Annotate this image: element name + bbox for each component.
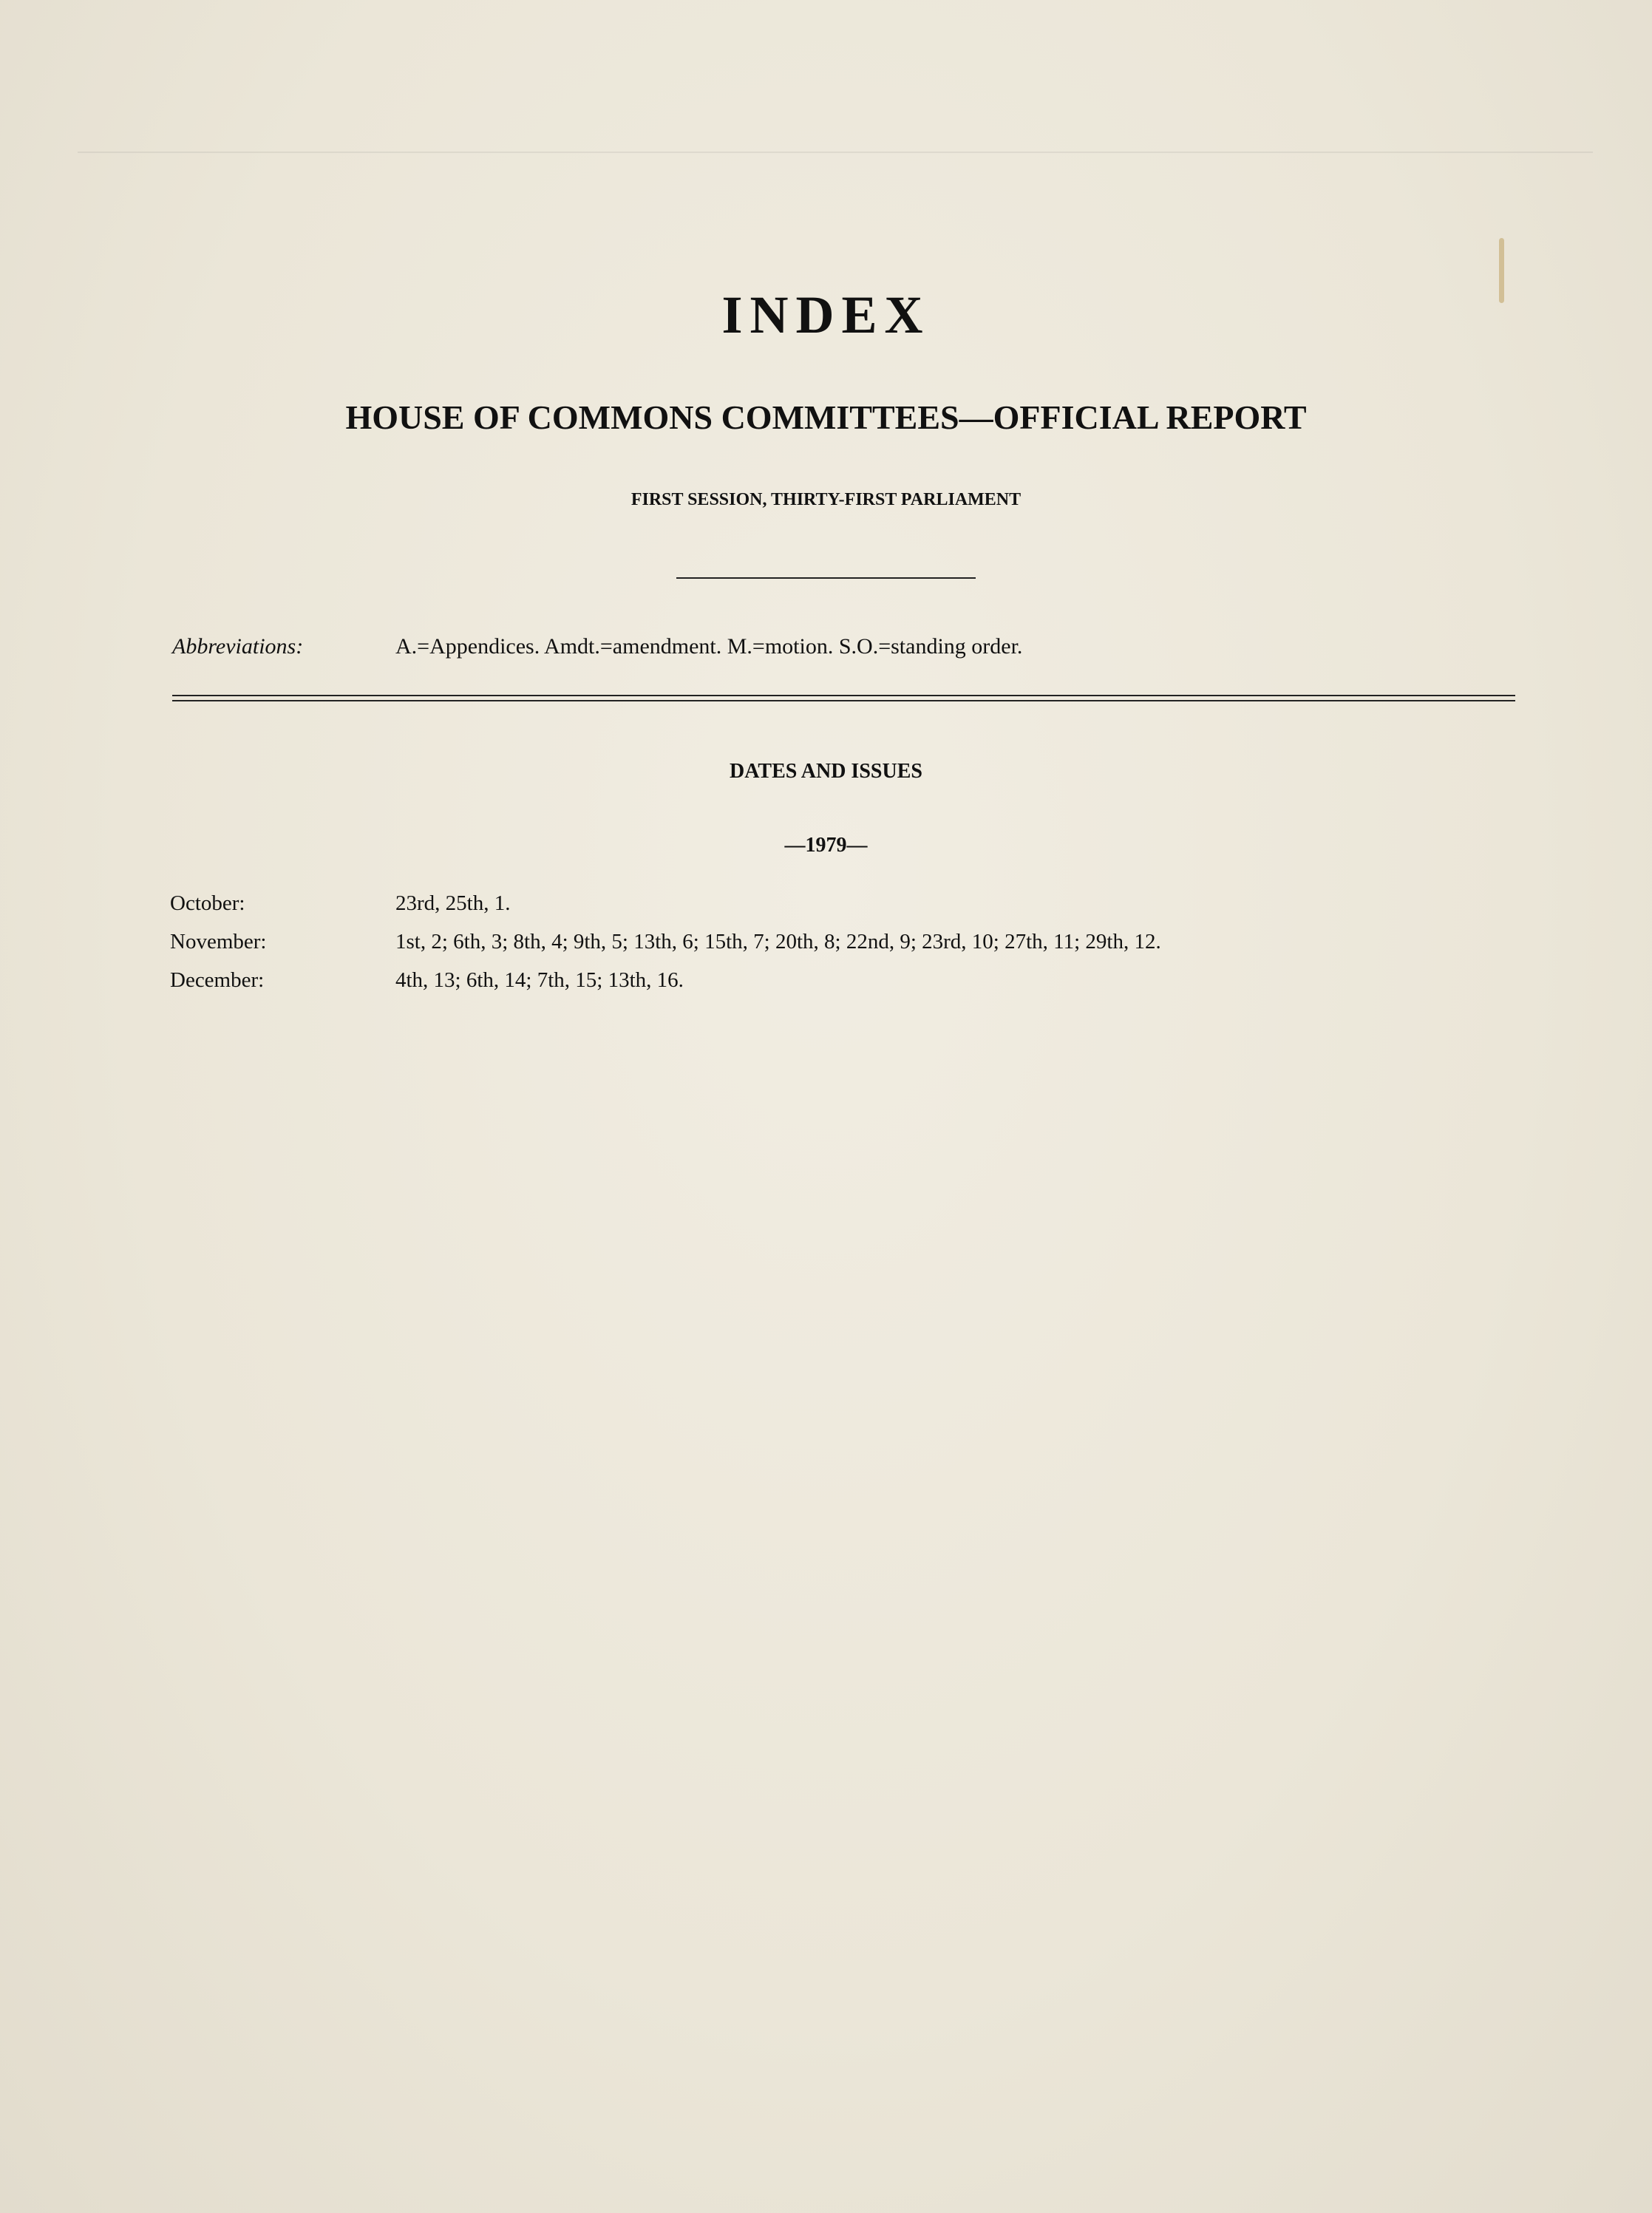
month-row-december	[170, 961, 1161, 999]
month-list	[170, 884, 1161, 999]
abbreviations-text: A.=Appendices. Amdt.=amendment. M.=motion. S.O.=standing order.	[395, 634, 1023, 659]
abbreviations-label: Abbreviations:	[172, 634, 304, 659]
year-label: —1979—	[784, 834, 868, 857]
double-divider	[172, 695, 1515, 701]
divider	[676, 577, 976, 579]
page-title: INDEX	[721, 285, 931, 344]
abbreviations-line	[172, 634, 1022, 659]
dates-heading: DATES AND ISSUES	[730, 760, 922, 783]
month-row-october	[170, 884, 1161, 922]
report-subtitle: HOUSE OF COMMONS COMMITTEES—OFFICIAL REPORT	[345, 398, 1307, 436]
month-dates: 1st, 2; 6th, 3; 8th, 4; 9th, 5; 13th, 6; 15th, 7; 20th, 8; 22nd, 9; 23rd, 10; 27th, 11; 29th, 12.	[395, 929, 1161, 953]
session-line: FIRST SESSION, THIRTY-FIRST PARLIAMENT	[630, 490, 1022, 509]
month-dates: 23rd, 25th, 1.	[395, 891, 511, 915]
month-name: December:	[170, 968, 265, 992]
month-name: November:	[170, 929, 267, 953]
month-name: October:	[170, 891, 245, 915]
month-dates: 4th, 13; 6th, 14; 7th, 15; 13th, 16.	[395, 968, 684, 992]
month-row-november	[170, 922, 1161, 961]
bleed-through-rule	[78, 152, 1593, 153]
